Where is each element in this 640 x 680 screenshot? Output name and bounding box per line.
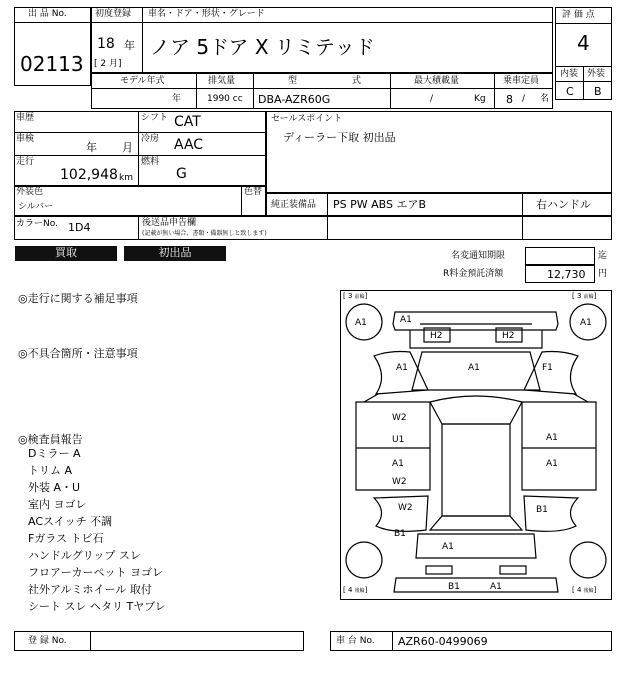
fuel-value: G: [176, 166, 187, 182]
roof: [442, 424, 510, 516]
car-damage-diagram: [340, 290, 612, 600]
shift-value: CAT: [174, 114, 201, 130]
details-box: [14, 111, 266, 186]
mileage-label: 走行: [16, 157, 35, 167]
capacity-sep: /: [522, 94, 526, 104]
deadline-unit: 迄: [598, 251, 608, 261]
rear-plate-left: [426, 566, 452, 574]
capacity: 8: [506, 93, 513, 106]
mark-quarter-right: B1: [536, 505, 548, 515]
recycle-amount: 12,730: [547, 268, 586, 281]
docs-note: (記載が無い場合、書類・備器無しと致します): [142, 230, 267, 237]
mark-door-rl-1: A1: [392, 459, 404, 469]
spec-col1: [196, 73, 197, 109]
mark-fender-right: F1: [542, 363, 553, 373]
registration-month: [ 2 月]: [94, 59, 122, 69]
mark-wheel-fr: A1: [580, 318, 592, 328]
mark-pillar-left: H2: [430, 331, 443, 341]
rear-bumper: [394, 578, 558, 592]
mark-hood: A1: [468, 363, 480, 373]
type-label-2: 式: [352, 76, 362, 86]
first-reg-divider: [142, 7, 143, 73]
mark-door-rl-2: W2: [392, 477, 407, 487]
tread-fr: [ 3 前輪]: [572, 292, 597, 300]
quarter-left: [374, 496, 428, 531]
back-door: [416, 534, 536, 558]
displacement-label: 排気量: [208, 76, 236, 86]
inspector-item: ACスイッチ 不調: [28, 515, 113, 528]
year-unit: 年: [124, 39, 135, 52]
color-no-box: [14, 216, 612, 240]
displacement: 1990 cc: [207, 94, 243, 104]
equipment-label: 純正装備品: [271, 200, 317, 210]
mileage-unit: km: [119, 173, 133, 183]
inspector-item: シート スレ ヘタリ Tヤブレ: [28, 600, 166, 613]
chassis-number: AZR60-0499069: [398, 635, 488, 648]
exterior-grade: B: [594, 85, 602, 98]
interior-label: 内装: [560, 69, 579, 79]
spec-label-divider: [91, 88, 553, 89]
cabin-front-glass: [430, 396, 522, 424]
model-year-unit: 年: [172, 94, 182, 104]
inspector-item: トリム A: [28, 464, 73, 477]
equipment-value: PS PW ABS エアB: [333, 198, 427, 211]
mark-door-fr: A1: [546, 433, 558, 443]
details-col: [138, 111, 139, 186]
mark-wheel-fl: A1: [355, 318, 367, 328]
sales-point-text: ディーラー下取 初出品: [283, 131, 396, 144]
inspector-item: 外装 A・U: [28, 481, 81, 494]
inspection-month-unit: 月: [122, 141, 133, 154]
mark-rear-bumper-2: A1: [490, 582, 502, 592]
buy-badge: 買取: [15, 246, 117, 261]
max-load-label: 最大積載量: [414, 76, 460, 86]
color-no-col: [138, 216, 139, 240]
front-bumper: [393, 312, 558, 330]
inspection-year-unit: 年: [86, 141, 97, 154]
color-no-label: カラーNo.: [16, 219, 58, 229]
deadline-label: 名変通知期限: [451, 251, 506, 261]
spec-col2: [253, 73, 254, 109]
era-year: 18: [97, 36, 115, 52]
reg-no-label: 登 録 No.: [28, 636, 67, 646]
inspector-item: ハンドルグリップ スレ: [28, 549, 141, 562]
sales-point-label: セールスポイント: [271, 114, 343, 124]
inspection-label: 車検: [16, 134, 35, 144]
docs-label: 後送品申告欄: [142, 218, 197, 228]
rear-plate-right: [500, 566, 526, 574]
inspector-report-title: ◎検査員報告: [18, 433, 83, 446]
mark-door-fl-2: U1: [392, 435, 405, 445]
details-row2: [14, 155, 266, 156]
inspector-item: フロアーカーペット ヨゴレ: [28, 566, 163, 579]
color-no: 1D4: [68, 221, 91, 234]
first-listing-badge: 初出品: [124, 246, 226, 261]
max-load-slash: /: [430, 94, 434, 104]
tread-fl: [ 3 前輪]: [343, 292, 368, 300]
deadline-box: [525, 247, 595, 265]
interior-grade: C: [566, 85, 574, 98]
color-col: [241, 186, 242, 216]
model-type: DBA-AZR60G: [258, 93, 331, 106]
color-change-label: 色替: [244, 187, 263, 197]
spec-col4: [494, 73, 495, 109]
grade-divider-row: [555, 81, 612, 82]
first-registration-label: 初度登録: [95, 9, 132, 19]
type-label: 型: [288, 76, 298, 86]
score-label-divider: [555, 23, 612, 24]
defects-remarks-title: ◎不具合箇所・注意事項: [18, 347, 138, 360]
recycle-unit: 円: [598, 269, 608, 279]
wheel-rear-right: [570, 542, 606, 578]
ac-value: AAC: [174, 137, 204, 153]
recycle-label: R料金預託済額: [443, 269, 504, 279]
score-label: 評 価 点: [562, 10, 595, 20]
mark-roof-front: A1: [400, 315, 412, 325]
grade-divider-mid: [583, 66, 584, 100]
reg-no-col: [90, 631, 91, 651]
mileage: 102,948: [60, 167, 118, 183]
mark-pillar-right: H2: [502, 331, 515, 341]
tread-rr: [ 4 後輪]: [572, 586, 597, 594]
quarter-right: [524, 496, 578, 531]
score-value: 4: [577, 31, 590, 55]
color-value: シルバー: [18, 202, 54, 212]
exterior-label: 外装: [587, 69, 606, 79]
color-label: 外装色: [16, 187, 44, 197]
lot-number: 02113: [20, 52, 84, 76]
inspector-item: Fガラス トビ石: [28, 532, 104, 545]
capacity-unit: 名: [540, 94, 550, 104]
lot-label: 出 品 No.: [28, 9, 67, 19]
cabin-rear-glass: [430, 516, 522, 530]
mark-quarter-left-2: B1: [394, 529, 406, 539]
mark-back-door: A1: [442, 542, 454, 552]
history-label: 車歴: [16, 113, 35, 123]
ac-label: 冷房: [141, 134, 160, 144]
capacity-label: 乗車定員: [503, 76, 540, 86]
details-row1: [14, 132, 266, 133]
inspector-item: 社外アルミホイール 取付: [28, 583, 152, 596]
wheel-arch-fr: [574, 394, 588, 402]
mark-quarter-left-1: W2: [398, 503, 413, 513]
model-year-label: モデル年式: [120, 76, 165, 86]
inspector-item: 室内 ヨゴレ: [28, 498, 87, 511]
mark-door-fl-1: W2: [392, 413, 407, 423]
handle-value: 右ハンドル: [536, 198, 591, 211]
driving-remarks-title: ◎走行に関する補足事項: [18, 292, 138, 305]
spec-col3: [390, 73, 391, 109]
car-name: ノア 5ドア X リミテッド: [150, 35, 375, 59]
mark-fender-left: A1: [396, 363, 408, 373]
wheel-rear-left: [346, 542, 382, 578]
shift-label: シフト: [141, 113, 169, 123]
car-description-label: 車名・ドア・形状・グレード: [148, 9, 265, 19]
side-right: [522, 402, 596, 490]
chassis-col: [392, 631, 393, 651]
max-load-unit: Kg: [474, 94, 486, 104]
chassis-label: 車 台 No.: [336, 636, 375, 646]
mark-rear-bumper-1: B1: [448, 582, 460, 592]
fuel-label: 燃料: [141, 157, 160, 167]
tread-rl: [ 4 後輪]: [343, 586, 368, 594]
lot-label-divider: [14, 22, 91, 23]
inspector-item: Dミラー A: [28, 447, 81, 460]
wheel-arch-fl: [364, 394, 378, 402]
car-info-label-divider: [91, 22, 553, 23]
mark-door-rr: A1: [546, 459, 558, 469]
